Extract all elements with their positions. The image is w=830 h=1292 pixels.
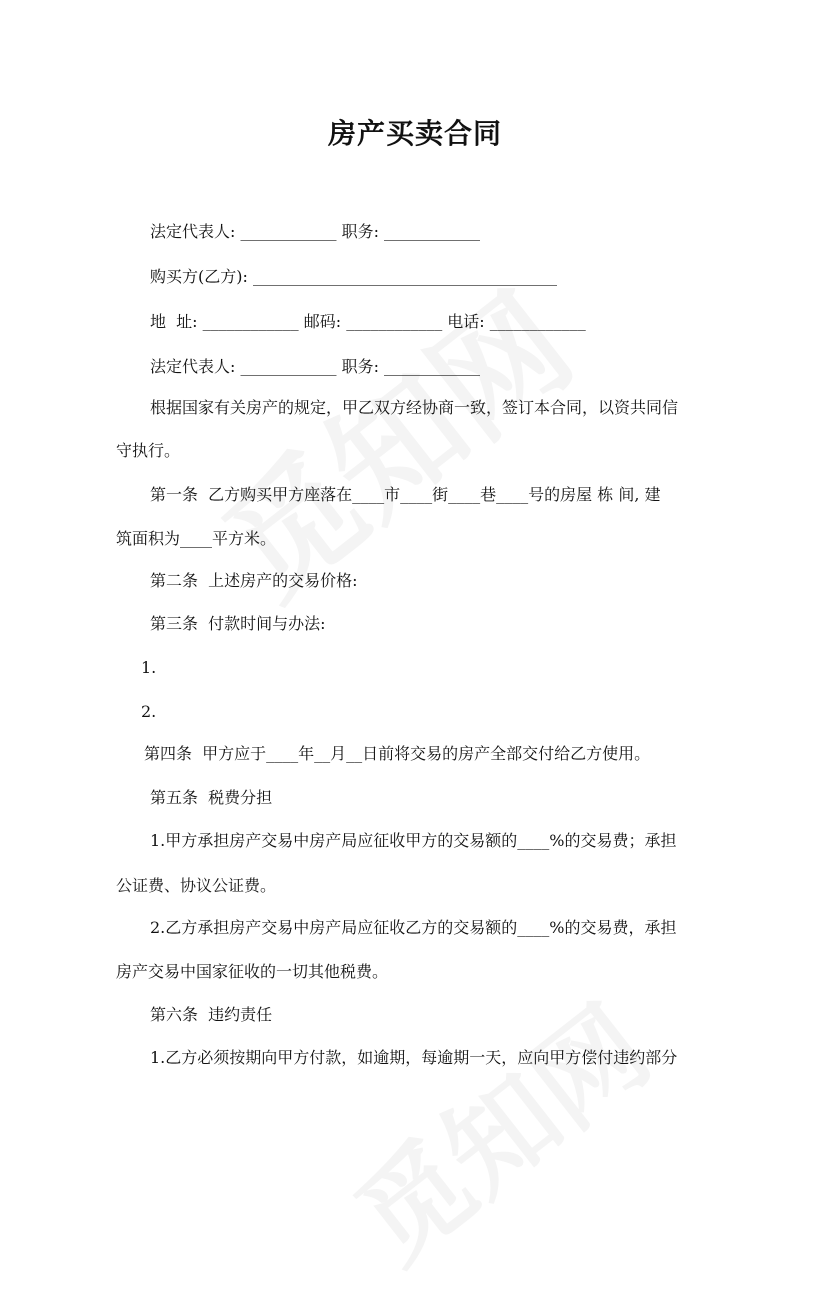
article-5-item-1-line-2: 公证费、协议公证费。 <box>116 876 277 895</box>
article-6-item-1-line-1: 1.乙方必须按期向甲方付款，如逾期，每逾期一天，应向甲方偿付违约部分 <box>150 1048 678 1067</box>
watermark <box>181 226 660 674</box>
article-5: 第五条 税费分担 <box>150 788 273 807</box>
article-5-item-1-line-1: 1.甲方承担房产交易中房产局应征收甲方的交易额的____%的交易费；承担 <box>150 831 677 850</box>
buyer-line: 购买方(乙方): ______________________________________ <box>150 267 557 286</box>
representative-line-1: 法定代表人: ____________ 职务: ____________ <box>150 222 481 241</box>
representative-line-2: 法定代表人: ____________ 职务: ____________ <box>150 357 481 376</box>
article-6: 第六条 违约责任 <box>150 1005 273 1024</box>
address-line: 地 址: ____________ 邮码: ____________ 电话: ____________ <box>150 312 586 331</box>
article-2: 第二条 上述房产的交易价格: <box>150 571 358 590</box>
article-5-item-2-line-2: 房产交易中国家征收的一切其他税费。 <box>116 962 389 981</box>
article-1-line-2: 筑面积为____平方米。 <box>116 529 277 548</box>
article-1-line-1: 第一条 乙方购买甲方座落在____市____街____巷____号的房屋 栋 间, 建 <box>150 485 661 504</box>
preamble-line-2: 守执行。 <box>116 441 181 460</box>
article-3: 第三条 付款时间与办法: <box>150 614 326 633</box>
article-3-item-2: 2. <box>141 702 157 721</box>
article-4: 第四条 甲方应于____年__月__日前将交易的房产全部交付给乙方使用。 <box>144 744 651 763</box>
document-title: 房产买卖合同 <box>327 117 502 150</box>
watermark-bottom <box>319 982 642 1277</box>
preamble-line-1: 根据国家有关房产的规定，甲乙双方经协商一致，签订本合同，以资共同信 <box>150 398 679 417</box>
article-3-item-1: 1. <box>141 658 157 677</box>
article-5-item-2-line-1: 2.乙方承担房产交易中房产局应征收乙方的交易额的____%的交易费，承担 <box>150 918 677 937</box>
